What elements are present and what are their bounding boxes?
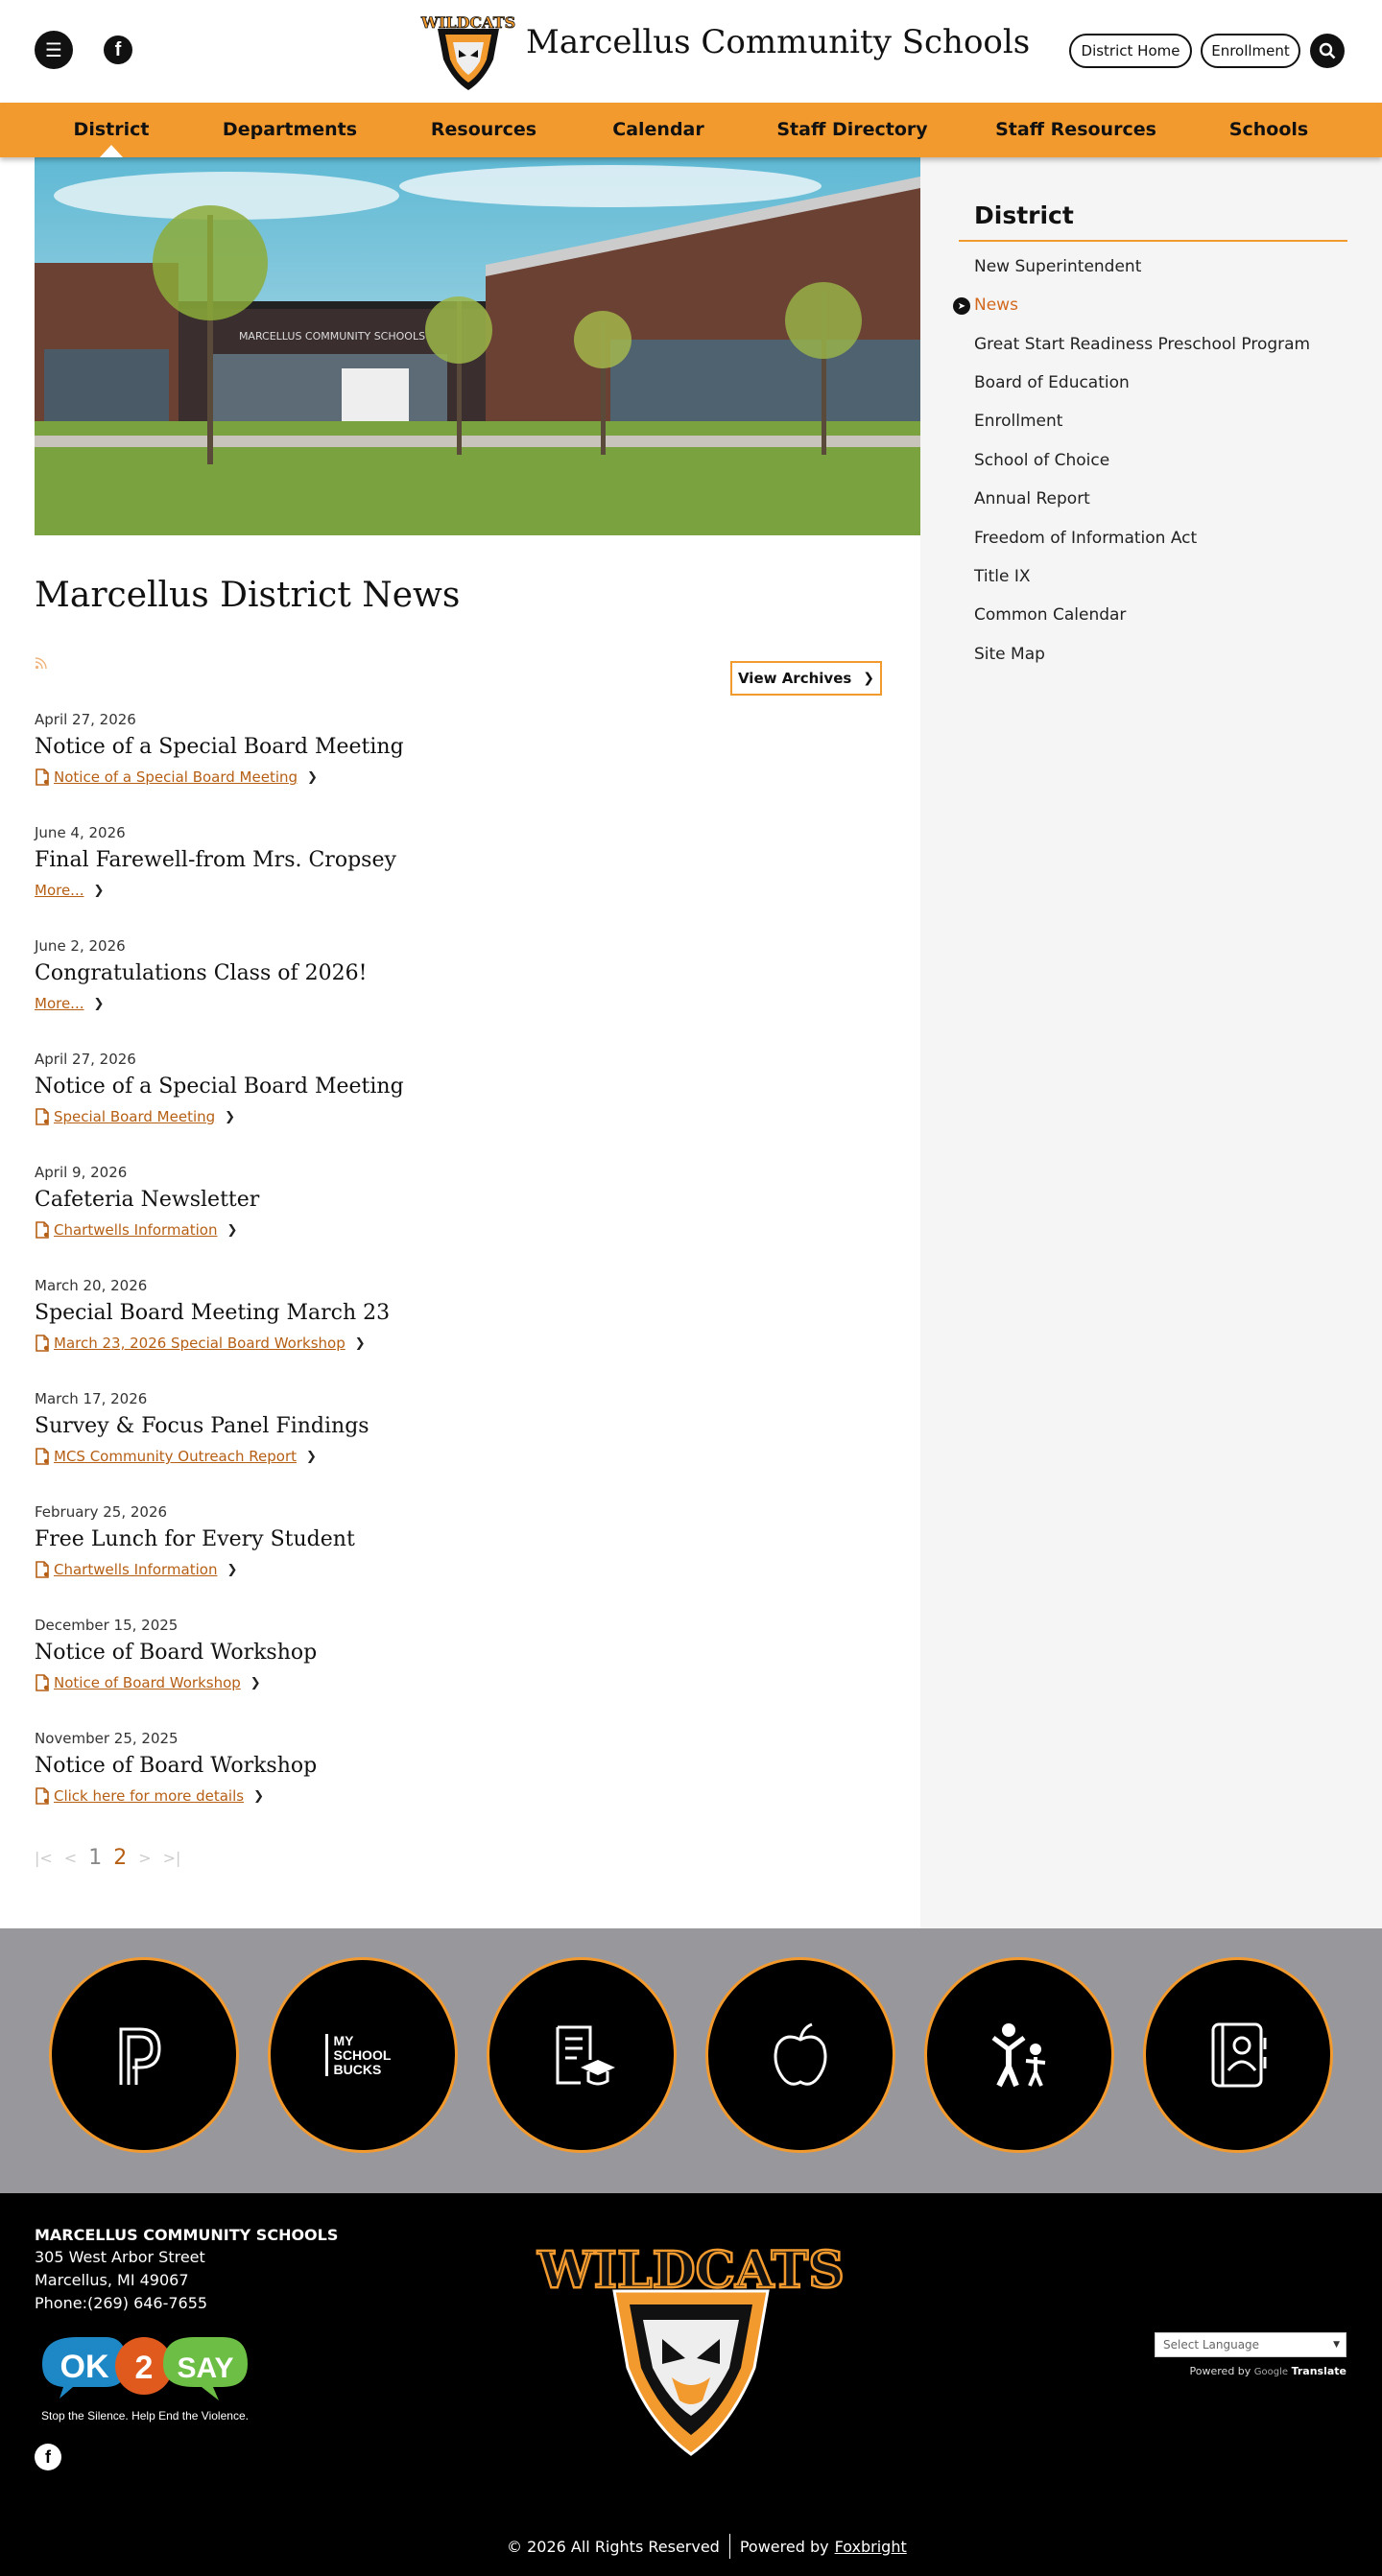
- news-attachment-link[interactable]: [35, 1673, 879, 1692]
- site-title[interactable]: Marcellus Community Schools: [526, 23, 1031, 61]
- news-link-label: Notice of Board Workshop: [54, 1674, 241, 1691]
- news-title[interactable]: Notice of a Special Board Meeting: [35, 735, 404, 759]
- page-2[interactable]: 2: [113, 1846, 128, 1870]
- news-title[interactable]: Notice of Board Workshop: [35, 1754, 318, 1778]
- news-link-label: Chartwells Information: [54, 1561, 218, 1578]
- quicklink-apple[interactable]: [705, 1957, 895, 2153]
- document-icon: [35, 768, 50, 786]
- site-header: [0, 0, 1382, 103]
- nav-item-resources[interactable]: Resources: [430, 119, 537, 140]
- news-date: November 25, 2025: [35, 1730, 179, 1747]
- news-item: [35, 823, 879, 900]
- rss-icon[interactable]: [35, 656, 48, 670]
- copyright-divider: [729, 2534, 730, 2559]
- active-arrow-icon: ➤: [953, 297, 970, 315]
- language-select[interactable]: [1155, 2332, 1346, 2357]
- news-item: [35, 1050, 879, 1126]
- sidebar-title: District: [974, 201, 1074, 229]
- powerschool-icon: [115, 2021, 173, 2089]
- quicklink-enrollment-form[interactable]: [487, 1957, 677, 2153]
- footer-phone[interactable]: Phone:(269) 646-7655: [35, 2294, 208, 2312]
- sidebar-item-news[interactable]: News: [974, 295, 1018, 315]
- document-icon: [35, 1787, 50, 1805]
- news-item: [35, 710, 879, 787]
- chevron-right-icon: ❯: [306, 1449, 317, 1464]
- nav-item-district[interactable]: District: [73, 119, 150, 140]
- document-icon: [35, 1335, 50, 1352]
- last-page-icon[interactable]: >|: [162, 1849, 181, 1867]
- facebook-icon[interactable]: f: [104, 35, 132, 64]
- page-1[interactable]: 1: [88, 1846, 103, 1870]
- building-sign: MARCELLUS COMMUNITY SCHOOLS: [238, 330, 426, 343]
- news-title[interactable]: Notice of a Special Board Meeting: [35, 1075, 404, 1099]
- first-page-icon[interactable]: |<: [35, 1849, 53, 1867]
- footer-street: 305 West Arbor Street: [35, 2248, 205, 2266]
- news-item: [35, 1276, 879, 1353]
- sidebar-item-new-superintendent[interactable]: New Superintendent: [974, 257, 1142, 276]
- powered-by-label: Powered by: [739, 2537, 829, 2556]
- news-date: December 15, 2025: [35, 1617, 179, 1634]
- nav-item-staff-resources[interactable]: Staff Resources: [995, 119, 1156, 140]
- document-icon: [35, 1108, 50, 1125]
- sidebar-item-common-calendar[interactable]: Common Calendar: [974, 605, 1127, 625]
- quicklink-my-school-bucks[interactable]: [268, 1957, 458, 2153]
- footer-facebook-icon[interactable]: f: [35, 2444, 61, 2470]
- pagination: [35, 1846, 180, 1870]
- news-title[interactable]: Cafeteria Newsletter: [35, 1188, 260, 1212]
- svg-text:WILDCATS: WILDCATS: [537, 2241, 845, 2300]
- sidebar-item-enrollment[interactable]: Enrollment: [974, 412, 1063, 431]
- document-icon: [35, 1561, 50, 1578]
- sidebar-item-annual-report[interactable]: Annual Report: [974, 489, 1090, 508]
- nav-item-schools[interactable]: Schools: [1228, 119, 1309, 140]
- news-date: June 4, 2026: [35, 824, 126, 841]
- chevron-right-icon: ❯: [354, 1335, 366, 1351]
- news-link-label: Special Board Meeting: [54, 1108, 216, 1125]
- svg-text:OK: OK: [60, 2349, 109, 2385]
- enrollment-form-icon: [548, 2021, 615, 2089]
- news-link-label: Notice of a Special Board Meeting: [54, 768, 298, 786]
- document-icon: [35, 1221, 50, 1239]
- footer-city: Marcellus, MI 49067: [35, 2271, 189, 2289]
- news-date: April 27, 2026: [35, 711, 136, 728]
- chevron-right-icon: ❯: [226, 1562, 238, 1577]
- page-title: Marcellus District News: [35, 576, 461, 615]
- menu-icon[interactable]: ☰: [35, 31, 73, 69]
- news-title[interactable]: Survey & Focus Panel Findings: [35, 1414, 369, 1438]
- directory-icon: [1207, 2021, 1269, 2090]
- quicklink-powerschool[interactable]: [49, 1957, 239, 2153]
- news-item: [35, 1389, 879, 1466]
- svg-text:Stop the Silence. Help End th: Stop the Silence. Help End the Violence.: [41, 2409, 249, 2422]
- sidebar-item-foia[interactable]: Freedom of Information Act: [974, 529, 1198, 548]
- svg-text:SAY: SAY: [177, 2352, 234, 2384]
- search-icon[interactable]: [1310, 34, 1345, 68]
- news-attachment-link[interactable]: [35, 768, 879, 787]
- sidebar-item-title-ix[interactable]: Title IX: [974, 567, 1031, 586]
- prev-page-icon[interactable]: <: [63, 1849, 78, 1867]
- news-attachment-link[interactable]: [35, 1220, 879, 1240]
- google-logo: Google: [1253, 2367, 1289, 2377]
- news-link-label: Click here for more details: [54, 1787, 245, 1805]
- news-link-label: More...: [35, 882, 84, 899]
- news-attachment-link[interactable]: [35, 1334, 879, 1353]
- chevron-right-icon: ❯: [226, 1222, 238, 1238]
- news-link-label: Chartwells Information: [54, 1221, 218, 1239]
- family-icon: [986, 2021, 1053, 2090]
- chevron-right-icon: ❯: [863, 671, 875, 686]
- chevron-down-icon: ▼: [1333, 2340, 1340, 2350]
- district-home-button[interactable]: District Home: [1069, 34, 1192, 68]
- news-date: March 17, 2026: [35, 1390, 148, 1407]
- sidebar-item-site-map[interactable]: Site Map: [974, 645, 1045, 664]
- document-icon: [35, 1674, 50, 1691]
- sidebar-divider: [959, 240, 1347, 242]
- document-icon: [35, 1448, 50, 1465]
- news-title[interactable]: Special Board Meeting March 23: [35, 1301, 391, 1325]
- news-more-link[interactable]: [35, 881, 879, 900]
- news-attachment-link[interactable]: [35, 1786, 879, 1806]
- footer-org-name: MARCELLUS COMMUNITY SCHOOLS: [35, 2226, 339, 2244]
- news-date: June 2, 2026: [35, 937, 126, 955]
- active-nav-indicator: [100, 145, 123, 157]
- quicklink-family[interactable]: [924, 1957, 1114, 2153]
- chevron-right-icon: ❯: [253, 1788, 264, 1804]
- news-date: April 9, 2026: [35, 1164, 128, 1181]
- news-attachment-link[interactable]: [35, 1560, 879, 1579]
- news-item: [35, 1729, 879, 1806]
- chevron-right-icon: ❯: [307, 769, 318, 785]
- chevron-right-icon: ❯: [250, 1675, 261, 1690]
- next-page-icon[interactable]: >: [138, 1849, 152, 1867]
- google-translate-credit: Powered by Google Translate: [1189, 2365, 1346, 2377]
- view-archives-button[interactable]: [730, 661, 882, 696]
- nav-item-calendar[interactable]: Calendar: [612, 119, 704, 140]
- news-attachment-link[interactable]: [35, 1447, 879, 1466]
- svg-text:2: 2: [134, 2350, 154, 2386]
- sidebar-item-board-of-education[interactable]: Board of Education: [974, 373, 1130, 392]
- chevron-right-icon: ❯: [225, 1109, 236, 1124]
- my-school-bucks-icon: MY SCHOOL BUCKS: [325, 2034, 401, 2077]
- copyright-bar: [507, 2534, 907, 2559]
- nav-item-staff-directory[interactable]: Staff Directory: [776, 119, 928, 140]
- news-item: [35, 1616, 879, 1692]
- news-item: [35, 1163, 879, 1240]
- translate-link[interactable]: Translate: [1291, 2365, 1346, 2377]
- news-title[interactable]: Notice of Board Workshop: [35, 1641, 318, 1665]
- hero-image: [35, 157, 920, 535]
- nav-item-departments[interactable]: Departments: [222, 119, 358, 140]
- news-link-label: March 23, 2026 Special Board Workshop: [54, 1335, 346, 1352]
- language-select-value: Select Language: [1163, 2338, 1260, 2351]
- news-more-link[interactable]: [35, 994, 879, 1013]
- wildcats-logo[interactable]: [420, 12, 516, 92]
- news-link-label: More...: [35, 995, 84, 1012]
- sidebar-item-gsrp[interactable]: Great Start Readiness Preschool Program: [974, 335, 1311, 354]
- chevron-right-icon: ❯: [93, 883, 105, 898]
- copyright-text: © 2026 All Rights Reserved: [507, 2537, 720, 2556]
- news-date: April 27, 2026: [35, 1051, 136, 1068]
- svg-text:WILDCATS: WILDCATS: [420, 13, 516, 32]
- news-title[interactable]: Final Farewell-from Mrs. Cropsey: [35, 848, 396, 872]
- news-link-label: MCS Community Outreach Report: [54, 1448, 297, 1465]
- main-nav: [0, 103, 1382, 157]
- quicklink-directory[interactable]: [1143, 1957, 1333, 2153]
- foxbright-link[interactable]: Foxbright: [834, 2537, 907, 2556]
- news-date: March 20, 2026: [35, 1277, 148, 1294]
- ok2say-logo[interactable]: [35, 2331, 255, 2425]
- chevron-right-icon: ❯: [93, 996, 105, 1011]
- news-attachment-link[interactable]: [35, 1107, 879, 1126]
- news-title[interactable]: Congratulations Class of 2026!: [35, 961, 368, 985]
- news-item: [35, 1502, 879, 1579]
- sidebar-item-school-of-choice[interactable]: School of Choice: [974, 451, 1110, 470]
- view-archives-label: View Archives: [737, 670, 852, 687]
- footer-wildcats-logo: [537, 2224, 845, 2464]
- news-date: February 25, 2026: [35, 1503, 168, 1521]
- news-item: [35, 936, 879, 1013]
- enrollment-button[interactable]: Enrollment: [1201, 34, 1300, 68]
- news-title[interactable]: Free Lunch for Every Student: [35, 1527, 355, 1551]
- apple-icon: [770, 2021, 831, 2090]
